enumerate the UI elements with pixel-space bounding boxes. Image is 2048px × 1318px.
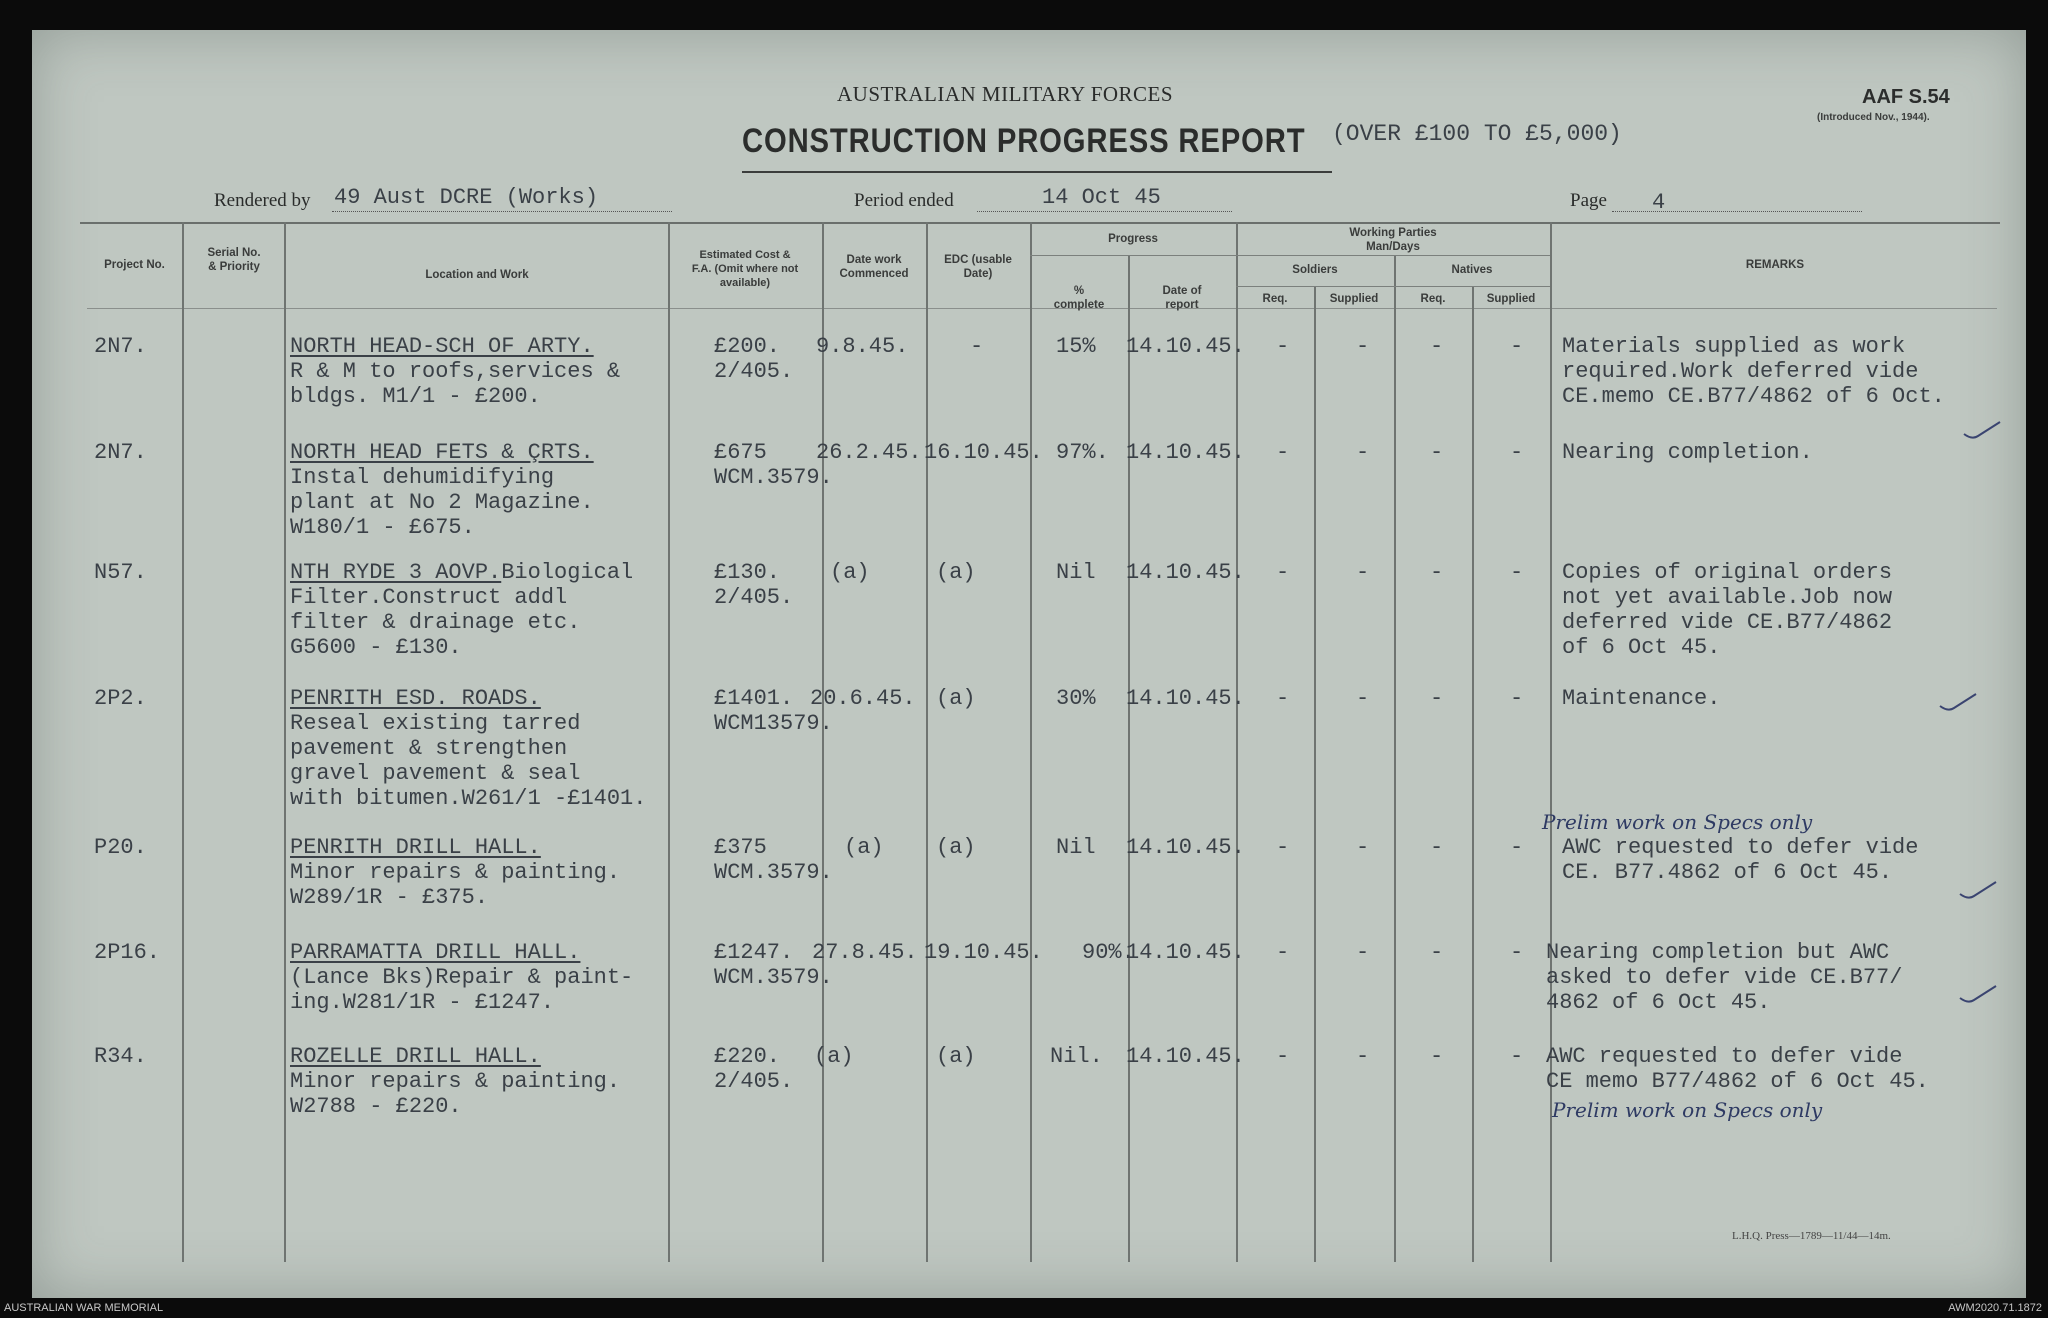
col-divider bbox=[822, 222, 824, 1262]
report-date: 14.10.45. bbox=[1126, 835, 1245, 860]
col-natives: Natives bbox=[1451, 264, 1493, 276]
natives-req: - bbox=[1430, 686, 1444, 711]
report-date: 14.10.45. bbox=[1126, 1044, 1245, 1069]
edc-date: - bbox=[970, 334, 984, 359]
col-soldiers-req: Req. bbox=[1262, 293, 1288, 305]
location-title: NORTH HEAD FETS & ÇRTS. bbox=[290, 440, 594, 465]
check-mark-icon bbox=[1938, 690, 1978, 712]
remarks-text: Materials supplied as work required.Work deferred vide CE.memo CE.B77/4862 of 6 Oct. bbox=[1562, 334, 1945, 409]
soldiers-req: - bbox=[1276, 440, 1290, 465]
natives-req: - bbox=[1430, 560, 1444, 585]
col-divider bbox=[182, 222, 184, 1262]
edc-date: (a) bbox=[936, 835, 976, 860]
soldiers-supplied: - bbox=[1356, 334, 1370, 359]
col-divider bbox=[1472, 286, 1474, 1262]
col-divider bbox=[668, 222, 670, 1262]
soldiers-supplied: - bbox=[1356, 1044, 1370, 1069]
col-serial: Serial No. & Priority bbox=[207, 247, 261, 273]
period-dots bbox=[977, 211, 1232, 213]
location-body: Reseal existing tarred pavement & strengthen gravel pavement & seal with bitumen.W261/1 -£1401. bbox=[290, 711, 647, 811]
remarks-text: Nearing completion. bbox=[1562, 440, 1813, 465]
estimated-cost: £200. 2/405. bbox=[714, 334, 794, 384]
col-soldiers-supplied: Supplied bbox=[1329, 293, 1379, 305]
col-project-no: Project No. bbox=[104, 259, 165, 271]
location-title: PENRITH DRILL HALL. bbox=[290, 835, 541, 860]
footer-right: AWM2020.71.1872 bbox=[1948, 1302, 2042, 1314]
remarks-text: Maintenance. bbox=[1562, 686, 1721, 711]
natives-supplied: - bbox=[1510, 560, 1524, 585]
pct-complete: 15% bbox=[1056, 334, 1096, 359]
col-working-parties: Working Parties Man/Days bbox=[1349, 227, 1437, 253]
page-dots bbox=[1612, 211, 1862, 213]
pct-complete: Nil bbox=[1056, 560, 1096, 585]
table-top-rule bbox=[80, 222, 2000, 224]
check-mark-icon bbox=[1962, 418, 2002, 440]
estimated-cost: £675 WCM.3579. bbox=[714, 440, 833, 490]
rendered-by-value: 49 Aust DCRE (Works) bbox=[334, 185, 599, 210]
remarks-text: AWC requested to defer vide CE. B77.4862 of 6 Oct 45. bbox=[1562, 835, 1919, 885]
natives-req: - bbox=[1430, 835, 1444, 860]
edc-date: (a) bbox=[936, 560, 976, 585]
pct-complete: Nil. bbox=[1050, 1044, 1103, 1069]
project-no: 2P16. bbox=[94, 940, 161, 965]
edc-date: 16.10.45. bbox=[924, 440, 1043, 465]
col-pct: % complete bbox=[1053, 285, 1105, 311]
check-mark-icon bbox=[1958, 878, 1998, 900]
footer-left: AUSTRALIAN WAR MEMORIAL bbox=[4, 1302, 164, 1314]
date-commenced: 20.6.45. bbox=[810, 686, 916, 711]
location-body: Minor repairs & painting. W289/1R - £375. bbox=[290, 860, 621, 910]
location-body: Instal dehumidifying plant at No 2 Magazine. W180/1 - £675. bbox=[290, 465, 594, 540]
natives-req: - bbox=[1430, 1044, 1444, 1069]
estimated-cost: £375 WCM.3579. bbox=[714, 835, 833, 885]
period-label: Period ended bbox=[854, 190, 954, 211]
col-divider bbox=[1236, 222, 1238, 1262]
remarks-text: Copies of original orders not yet available.Job now deferred vide CE.B77/4862 of 6 Oct 45. bbox=[1562, 560, 1893, 660]
date-commenced: (a) bbox=[830, 560, 870, 585]
pct-complete: 90%. bbox=[1082, 940, 1135, 965]
project-no: R34. bbox=[94, 1044, 147, 1069]
edc-date: 19.10.45. bbox=[924, 940, 1043, 965]
location-title: ROZELLE DRILL HALL. bbox=[290, 1044, 541, 1069]
col-divider bbox=[284, 222, 286, 1262]
form-note: (Introduced Nov., 1944). bbox=[1817, 112, 1930, 123]
project-no: 2N7. bbox=[94, 440, 147, 465]
page-label: Page bbox=[1570, 190, 1607, 211]
check-mark-icon bbox=[1958, 982, 1998, 1004]
estimated-cost: £1247. WCM.3579. bbox=[714, 940, 833, 990]
project-no: N57. bbox=[94, 560, 147, 585]
location-body: Filter.Construct addl filter & drainage etc. G5600 - £130. bbox=[290, 585, 581, 660]
estimated-cost: £130. 2/405. bbox=[714, 560, 794, 610]
report-date: 14.10.45. bbox=[1126, 334, 1245, 359]
date-commenced: 9.8.45. bbox=[816, 334, 909, 359]
location-title: PARRAMATTA DRILL HALL. bbox=[290, 940, 581, 965]
estimated-cost: £220. 2/405. bbox=[714, 1044, 794, 1094]
date-commenced: 26.2.45. bbox=[816, 440, 922, 465]
title-suffix: (OVER £100 TO £5,000) bbox=[1332, 121, 1622, 147]
remarks-handwritten: Prelim work on Specs only bbox=[1552, 1098, 1823, 1122]
col-natives-req: Req. bbox=[1420, 293, 1446, 305]
pct-complete: Nil bbox=[1056, 835, 1096, 860]
pct-complete: 30% bbox=[1056, 686, 1096, 711]
natives-supplied: - bbox=[1510, 686, 1524, 711]
natives-req: - bbox=[1430, 940, 1444, 965]
soldiers-supplied: - bbox=[1356, 835, 1370, 860]
soldiers-supplied: - bbox=[1356, 560, 1370, 585]
soldiers-req: - bbox=[1276, 686, 1290, 711]
col-date-report: Date of report bbox=[1162, 285, 1202, 311]
col-soldiers: Soldiers bbox=[1292, 264, 1338, 276]
report-date: 14.10.45. bbox=[1126, 686, 1245, 711]
report-date: 14.10.45. bbox=[1126, 440, 1245, 465]
soldiers-req: - bbox=[1276, 835, 1290, 860]
natives-supplied: - bbox=[1510, 1044, 1524, 1069]
title-underline bbox=[742, 171, 1332, 173]
soldiers-supplied: - bbox=[1356, 440, 1370, 465]
rendered-by-dots bbox=[332, 211, 672, 213]
soldiers-supplied: - bbox=[1356, 940, 1370, 965]
natives-req: - bbox=[1430, 440, 1444, 465]
natives-supplied: - bbox=[1510, 334, 1524, 359]
col-edc: EDC (usable Date) bbox=[944, 254, 1012, 280]
date-commenced: 27.8.45. bbox=[812, 940, 918, 965]
remarks-text: AWC requested to defer vide CE memo B77/4862 of 6 Oct 45. bbox=[1546, 1044, 1929, 1094]
location-title-line bbox=[290, 560, 633, 585]
col-date-commenced: Date work Commenced bbox=[839, 254, 909, 280]
col-location: Location and Work bbox=[425, 269, 529, 281]
date-commenced: (a) bbox=[844, 835, 884, 860]
working-subrule bbox=[1236, 255, 1550, 256]
col-remarks: REMARKS bbox=[1745, 259, 1805, 271]
form-id: AAF S.54 bbox=[1862, 86, 1950, 108]
col-natives-supplied: Supplied bbox=[1486, 293, 1536, 305]
location-title-rest: Biological bbox=[501, 560, 634, 585]
col-divider bbox=[1128, 255, 1130, 1262]
date-commenced: (a) bbox=[814, 1044, 854, 1069]
location-title: PENRITH ESD. ROADS. bbox=[290, 686, 541, 711]
edc-date: (a) bbox=[936, 686, 976, 711]
col-divider bbox=[1314, 286, 1316, 1262]
soldiers-req: - bbox=[1276, 1044, 1290, 1069]
progress-subrule bbox=[1030, 255, 1236, 256]
remarks-handwritten: Prelim work on Specs only bbox=[1542, 810, 1813, 834]
col-estimated: Estimated Cost & F.A. (Omit where not available) bbox=[691, 249, 799, 289]
page-title: CONSTRUCTION PROGRESS REPORT bbox=[742, 122, 1306, 160]
col-divider bbox=[926, 222, 928, 1262]
soldiers-supplied: - bbox=[1356, 686, 1370, 711]
report-date: 14.10.45. bbox=[1126, 560, 1245, 585]
soldiers-req: - bbox=[1276, 940, 1290, 965]
project-no: 2N7. bbox=[94, 334, 147, 359]
page-value: 4 bbox=[1652, 190, 1666, 215]
natives-supplied: - bbox=[1510, 440, 1524, 465]
report-date: 14.10.45. bbox=[1126, 940, 1245, 965]
soldiers-req: - bbox=[1276, 560, 1290, 585]
remarks-text: Nearing completion but AWC asked to defer vide CE.B77/ 4862 of 6 Oct 45. bbox=[1546, 940, 1903, 1015]
location-title: NORTH HEAD-SCH OF ARTY. bbox=[290, 334, 594, 359]
col-progress: Progress bbox=[1108, 233, 1158, 245]
document-sheet bbox=[32, 30, 2026, 1298]
printer-note: L.H.Q. Press—1789—11/44—14m. bbox=[1732, 1230, 1891, 1242]
natives-supplied: - bbox=[1510, 940, 1524, 965]
project-no: 2P2. bbox=[94, 686, 147, 711]
project-no: P20. bbox=[94, 835, 147, 860]
location-body: Minor repairs & painting. W2788 - £220. bbox=[290, 1069, 621, 1119]
pct-complete: 97%. bbox=[1056, 440, 1109, 465]
location-title: NTH RYDE 3 AOVP. bbox=[290, 560, 502, 585]
working-subrule-2 bbox=[1236, 286, 1550, 287]
col-divider bbox=[1394, 255, 1396, 1262]
natives-req: - bbox=[1430, 334, 1444, 359]
org-heading: AUSTRALIAN MILITARY FORCES bbox=[837, 82, 1174, 106]
estimated-cost: £1401. WCM13579. bbox=[714, 686, 833, 736]
natives-supplied: - bbox=[1510, 835, 1524, 860]
col-divider bbox=[1030, 222, 1032, 1262]
edc-date: (a) bbox=[936, 1044, 976, 1069]
location-body: R & M to roofs,services & bldgs. M1/1 - £200. bbox=[290, 359, 621, 409]
soldiers-req: - bbox=[1276, 334, 1290, 359]
rendered-by-label: Rendered by bbox=[214, 190, 311, 211]
period-value: 14 Oct 45 bbox=[1042, 185, 1161, 210]
location-body: (Lance Bks)Repair & paint- ing.W281/1R - £1247. bbox=[290, 965, 634, 1015]
